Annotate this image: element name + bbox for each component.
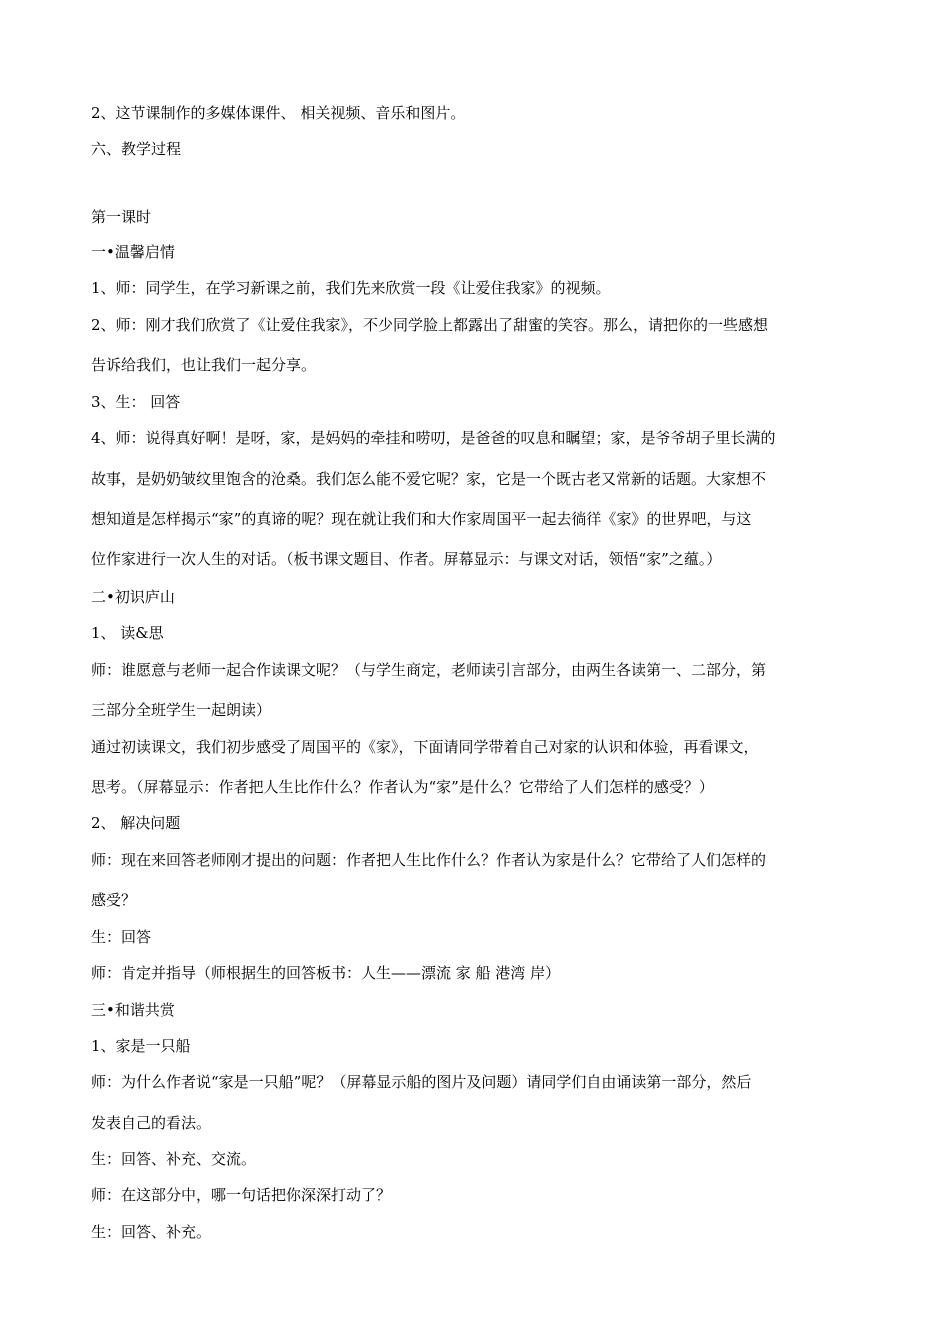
text-line: 思考。（屏幕显示：作者把人生比作什么？作者认为“家”是什么？它带给了人们怎样的感受？） (91, 778, 714, 796)
text-line: 通过初读课文，我们初步感受了周国平的《家》，下面请同学带着自己对家的认识和体验，再看课文， (91, 738, 759, 756)
section-heading: 二•初识庐山 (91, 588, 175, 606)
text-line: 想知道是怎样揭示“家”的真谛的呢？现在就让我们和大作家周国平一起去徜徉《家》的世界吧，与这 (91, 510, 752, 528)
subheading: 1、家是一只船 (91, 1037, 191, 1055)
text-line: 告诉给我们，也让我们一起分享。 (91, 356, 317, 374)
text-line: 生：回答、补充。 (91, 1223, 212, 1241)
lesson-title: 第一课时 (91, 208, 152, 226)
subheading: 1、 读&思 (91, 624, 164, 642)
text-line: 感受？ (91, 891, 137, 909)
text-line: 故事，是奶奶皱纹里饱含的沧桑。我们怎么能不爱它呢？家，它是一个既古老又常新的话题。大家想不 (91, 470, 767, 488)
text-line: 师：现在来回答老师刚才提出的问题：作者把人生比作什么？作者认为家是什么？它带给了人们怎样的 (91, 851, 767, 869)
text-line: 1、师：同学生，在学习新课之前，我们先来欣赏一段《让爱住我家》的视频。 (91, 279, 611, 297)
section-heading: 三•和谐共赏 (91, 1001, 175, 1019)
text-line: 2、师：刚才我们欣赏了《让爱住我家》，不少同学脸上都露出了甜蜜的笑容。那么，请把你的一些感想 (91, 316, 769, 334)
text-line: 师：肯定并指导（师根据生的回答板书：人生——漂流 家 船 港湾 岸） (91, 964, 561, 982)
section-heading: 六、教学过程 (91, 140, 182, 158)
text-line: 师：谁愿意与老师一起合作读课文呢？（与学生商定，老师读引言部分，由两生各读第一、二部分，第 (91, 661, 767, 679)
section-heading: 一•温馨启情 (91, 243, 175, 261)
text-line: 三部分全班学生一起朗读） (91, 701, 272, 719)
text-line: 2、这节课制作的多媒体课件、 相关视频、音乐和图片。 (91, 104, 466, 122)
text-line: 4、师：说得真好啊！是呀，家，是妈妈的牵挂和唠叨，是爸爸的叹息和瞩望；家，是爷爷胡子里长满的 (91, 429, 776, 447)
text-line: 师：在这部分中，哪一句话把你深深打动了？ (91, 1186, 392, 1204)
subheading: 2、 解决问题 (91, 814, 181, 832)
text-line: 生：回答 (91, 928, 152, 946)
text-line: 师：为什么作者说“家是一只船”呢？（屏幕显示船的图片及问题）请同学们自由诵读第一部分，然后 (91, 1073, 752, 1091)
text-line: 3、生： 回答 (91, 393, 181, 411)
text-line: 生：回答、补充、交流。 (91, 1150, 257, 1168)
text-line: 发表自己的看法。 (91, 1114, 212, 1132)
text-line: 位作家进行一次人生的对话。（板书课文题目、作者。屏幕显示：与课文对话，领悟“家”之蕴。） (91, 550, 722, 568)
